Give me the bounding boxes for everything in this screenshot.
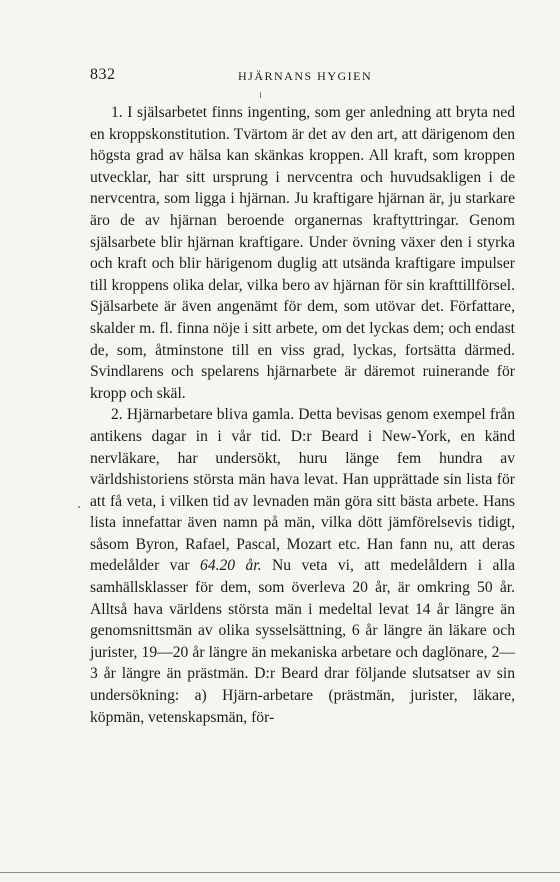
page-header — [90, 66, 515, 86]
paragraph-2-text-end: Nu veta vi, att medelåldern i alla samhällsklasser för dem, som överleva 20 år, är omkring 50 år. Alltså hava världens största män i medeltal levat 14 år längre än genomsnittsmän av olika sysselsättning, 6 år längre än läkare och jurister, 19—20 år längre än mekaniska arbetare och daglönare, 2—3 år längre än prästmän. D:r Beard drar följande slutsatser av sin undersökning: a) Hjärn-arbetare (prästmän, jurister, läkare, köpmän, vetenskapsmän, för- — [90, 557, 516, 726]
ink-speck — [260, 92, 261, 98]
body-text — [90, 102, 515, 728]
running-head: HJÄRNANS HYGIEN — [238, 69, 373, 83]
paragraph-1: 1. I själsarbetet finns ingenting, som ger anledning att bryta ned en kroppskonstitution. Tvärtom är det av den art, att därigenom den högsta grad av hälsa kan skänkas kroppen. All kraft, som kroppen utvecklar, har sitt ursprung i nervcentra och huvudsakligen i de nervcentra, som ligga i hjärnan. Ju kraftigare hjärnan är, ju starkare äro de av hjärnan beroende organernas kraftyttringar. Genom själsarbete blir hjärnan kraftigare. Under övning växer den i styrka och kraft och blir härigenom duglig att utsända kraftigare impulser till kroppens olika delar, vilka bero av hjärnan för sin krafttillförsel. Själsarbete är även angenämt för dem, som utövar det. Författare, skalder m. fl. finna nöje i sitt arbete, om det lyckas dem; och endast de, som, åtminstone till en viss grad, lyckas, fortsätta därmed. Svindlarens och spelarens hjärnarbete är däremot ruinerande för kropp och skäl. — [90, 104, 515, 402]
page-number: 832 — [90, 66, 116, 83]
paragraph-2-emphasis: 64.20 år. — [200, 557, 262, 575]
paragraph-2-text-start: 2. Hjärnarbetare bliva gamla. Detta bevisas genom exempel från antikens dagar in i vår tid. D:r Beard i New-York, en känd nervläkare, har undersökt, huru länge fem hundra av världshistoriens största män hava levat. Han upprättade sin lista för att få veta, i vilken tid av levnaden män göra sitt bästa arbete. Hans lista innefattar även namn på män, vilka dött jämförelsevis tidigt, såsom Byron, Rafael, Pascal, Mozart etc. Han fann nu, att deras medelålder var — [90, 406, 515, 575]
paragraph-2 — [90, 404, 515, 728]
ink-speck — [78, 506, 80, 508]
page-bottom-edge — [0, 872, 560, 873]
